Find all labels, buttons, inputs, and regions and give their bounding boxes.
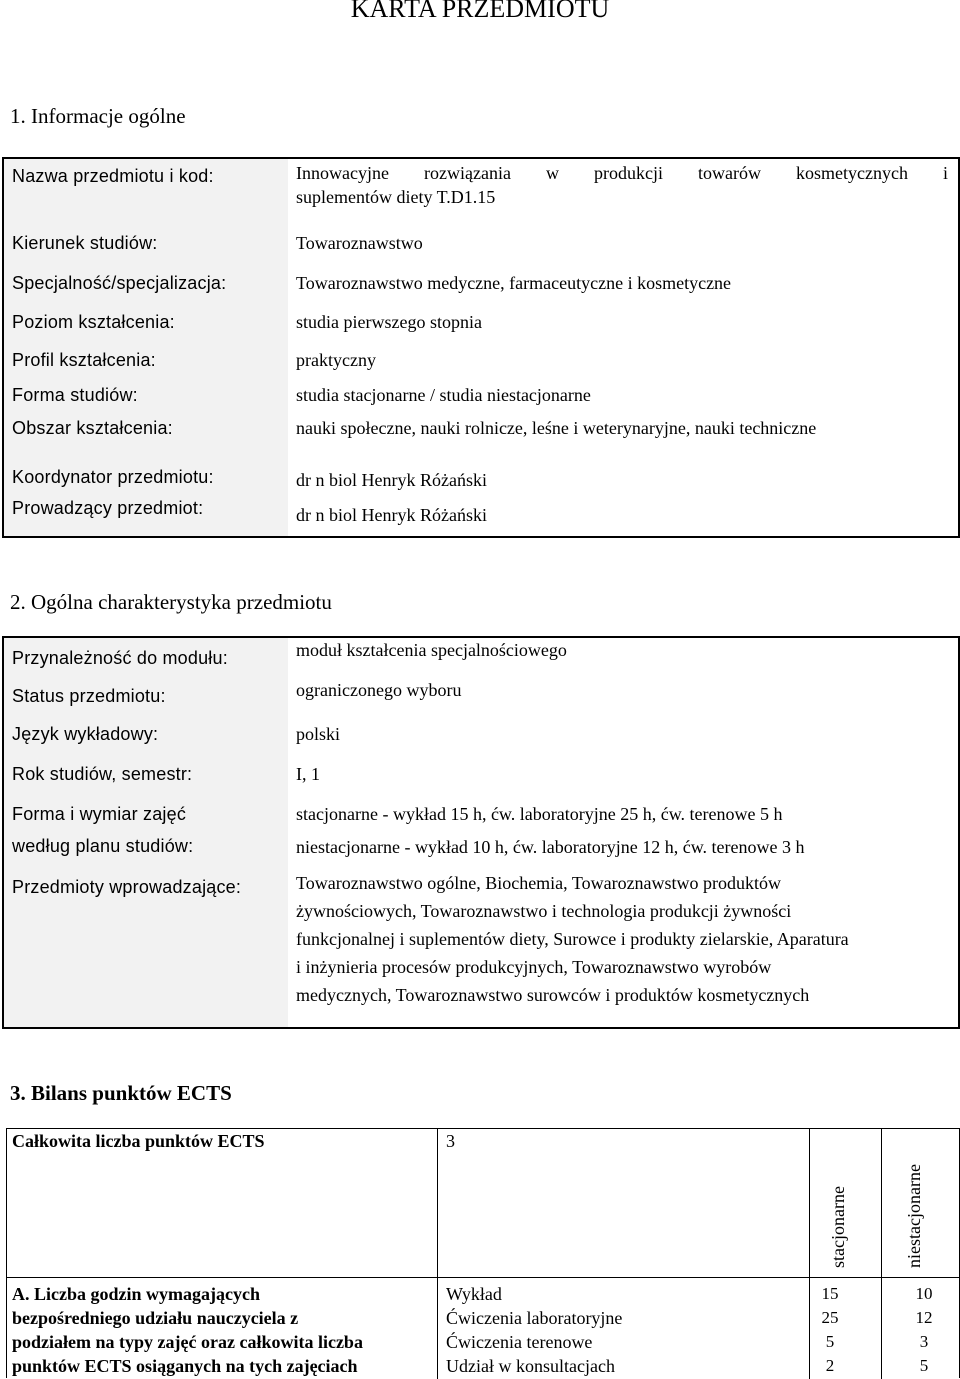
label-study-form: Forma studiów: (12, 385, 138, 405)
hours-value: 2 (825, 1356, 835, 1375)
divider (881, 1129, 882, 1379)
col-header-stacjonarne: stacjonarne (828, 1186, 848, 1268)
value-class-form-line1: stacjonarne - wykład 15 h, ćw. laboratoryjne 25 h, ćw. terenowe 5 h (296, 804, 783, 824)
stacjonarne-values (810, 1282, 850, 1378)
label-class-form-line1: Forma i wymiar zajęć (12, 804, 187, 824)
section1-heading: 1. Informacje ogólne (10, 104, 186, 128)
block-a-line: punktów ECTS osiąganych na tych zajęciach (12, 1356, 358, 1376)
value-subject-name-line2: suplementów diety T.D1.15 (296, 187, 496, 207)
hours-value: 5 (919, 1356, 929, 1375)
prereq-line: i inżynieria procesów produkcyjnych, Towaroznawstwo wyrobów (296, 957, 772, 977)
value-education-level: studia pierwszego stopnia (296, 312, 482, 332)
value-education-area: nauki społeczne, nauki rolnicze, leśne i weterynaryjne, nauki techniczne (296, 418, 817, 438)
hours-value: 25 (821, 1308, 839, 1327)
label-coordinator: Koordynator przedmiotu: (12, 467, 214, 487)
label-prerequisites: Przedmioty wprowadzające: (12, 877, 242, 897)
value-lecturer: dr n biol Henryk Różański (296, 505, 487, 525)
label-lecturer: Prowadzący przedmiot: (12, 498, 204, 518)
block-a-line: bezpośredniego udziału nauczyciela z (12, 1308, 299, 1328)
value-language: polski (296, 724, 341, 744)
hours-value: 3 (919, 1332, 929, 1351)
hours-value: 5 (825, 1332, 835, 1351)
activity-item: Ćwiczenia terenowe (446, 1332, 593, 1352)
label-education-level: Poziom kształcenia: (12, 312, 175, 332)
block-a-line: podziałem na typy zajęć oraz całkowita liczba (12, 1332, 363, 1352)
divider (7, 1277, 959, 1278)
value-study-form: studia stacjonarne / studia niestacjonarne (296, 385, 591, 405)
value-module: moduł kształcenia specjalnościowego (296, 640, 567, 660)
block-a-description (12, 1282, 363, 1378)
prereq-line: funkcjonalnej i suplementów diety, Surowce i produkty zielarskie, Aparatura (296, 929, 849, 949)
prereq-line: medycznych, Towaroznawstwo surowców i produktów kosmetycznych (296, 985, 810, 1005)
label-year-semester: Rok studiów, semestr: (12, 764, 193, 784)
value-year-semester: I, 1 (296, 764, 320, 784)
value-status: ograniczonego wyboru (296, 680, 462, 700)
hours-value: 10 (915, 1284, 933, 1303)
value-education-profile: praktyczny (296, 350, 376, 370)
activities-list (446, 1282, 622, 1378)
label-module: Przynależność do modułu: (12, 648, 228, 668)
label-education-area: Obszar kształcenia: (12, 418, 173, 438)
block-a-line: A. Liczba godzin wymagających (12, 1284, 260, 1304)
value-field-of-study: Towaroznawstwo (296, 233, 423, 253)
value-class-form-line2: niestacjonarne - wykład 10 h, ćw. laboratoryjne 12 h, ćw. terenowe 3 h (296, 837, 805, 857)
value-subject-name-line1: Innowacyjne rozwiązania w produkcji towarów kosmetycznych i (296, 163, 948, 183)
label-subject-name: Nazwa przedmiotu i kod: (12, 166, 214, 186)
divider (437, 1129, 438, 1379)
value-prerequisites (296, 869, 948, 1009)
label-language: Język wykładowy: (12, 724, 159, 744)
ects-total-value: 3 (446, 1131, 455, 1151)
activity-item: Udział w konsultacjach (446, 1356, 615, 1376)
col-header-niestacjonarne: niestacjonarne (904, 1164, 924, 1268)
section2-heading: 2. Ogólna charakterystyka przedmiotu (10, 590, 332, 614)
value-specialization: Towaroznawstwo medyczne, farmaceutyczne i kosmetyczne (296, 273, 732, 293)
activity-item: Wykład (446, 1284, 502, 1304)
hours-value: 12 (915, 1308, 933, 1327)
ects-total-label: Całkowita liczba punktów ECTS (12, 1131, 265, 1151)
label-status: Status przedmiotu: (12, 686, 166, 706)
hours-value: 15 (821, 1284, 839, 1303)
prereq-line: Towaroznawstwo ogólne, Biochemia, Towaroznawstwo produktów (296, 873, 782, 893)
label-field-of-study: Kierunek studiów: (12, 233, 158, 253)
niestacjonarne-values (904, 1282, 944, 1378)
label-specialization: Specjalność/specjalizacja: (12, 273, 227, 293)
section3-heading: 3. Bilans punktów ECTS (10, 1081, 232, 1105)
activity-item: Ćwiczenia laboratoryjne (446, 1308, 623, 1328)
label-class-form-line2: według planu studiów: (12, 836, 194, 856)
value-coordinator: dr n biol Henryk Różański (296, 470, 487, 490)
page-title: KARTA PRZEDMIOTU (350, 0, 610, 23)
prereq-line: żywnościowych, Towaroznawstwo i technologia produkcji żywności (296, 901, 792, 921)
label-education-profile: Profil kształcenia: (12, 350, 156, 370)
